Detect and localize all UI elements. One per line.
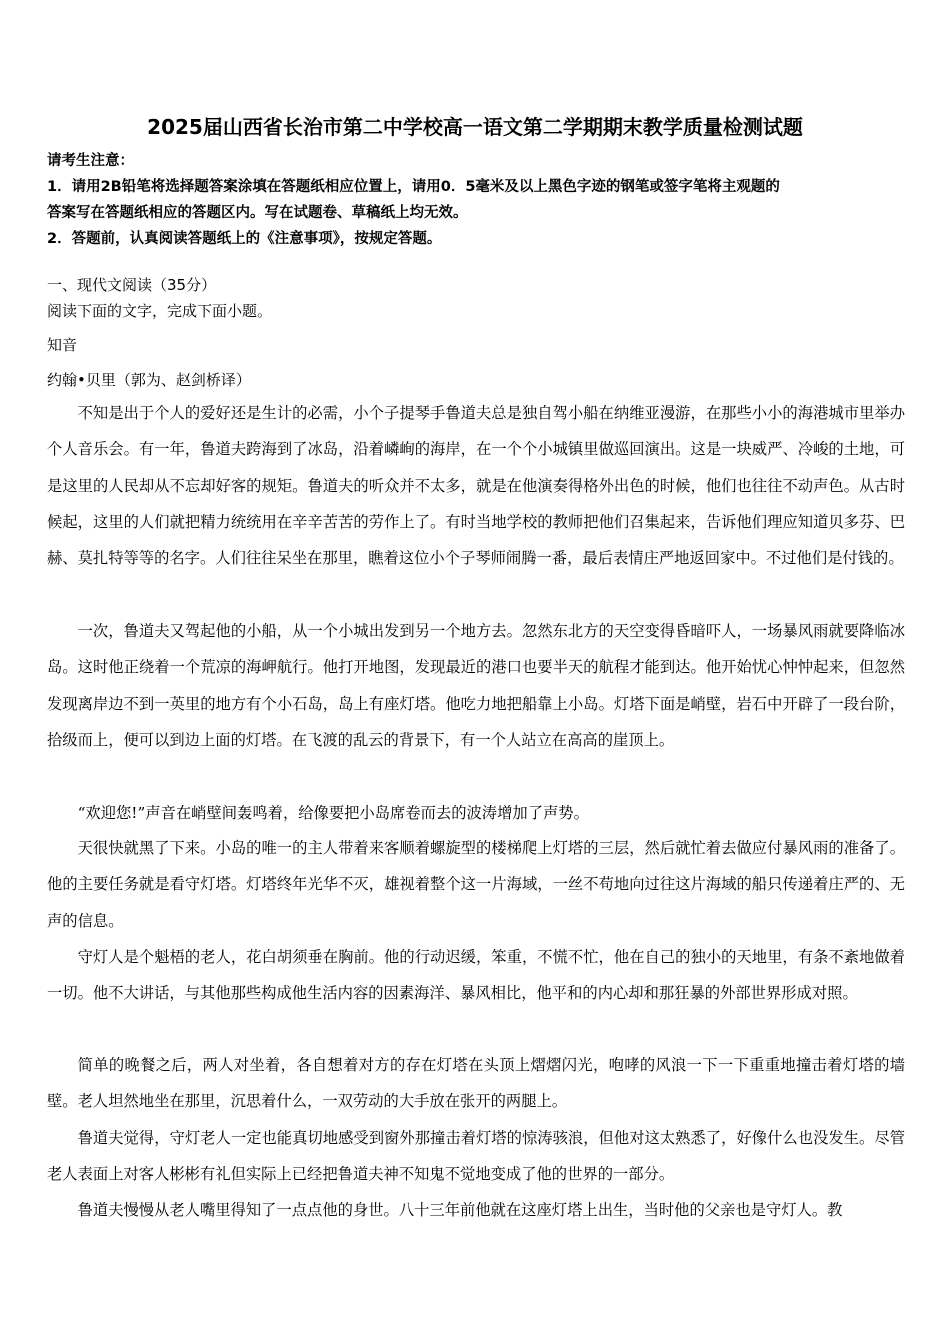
story-author: 约翰•贝里（郭为、赵剑桥译）: [47, 371, 251, 389]
reading-instruction: 阅读下面的文字，完成下面小题。: [47, 302, 273, 320]
paragraph-4: 天很快就黑了下来。小岛的唯一的主人带着来客顺着螺旋型的楼梯爬上灯塔的三层，然后就忙着去做应付暴风雨的准备了。他的主要任务就是看守灯塔。灯塔终年光华不灭，雄视着整个这一片海域，一丝不苟地向过往这片海域的船只传递着庄严的、无声的信息。: [47, 839, 905, 930]
story-title: 知音: [47, 336, 78, 354]
paragraph-7: 鲁道夫觉得，守灯老人一定也能真切地感受到窗外那撞击着灯塔的惊涛骇浪，但他对这太熟悉了，好像什么也没发生。尽管老人表面上对客人彬彬有礼但实际上已经把鲁道夫神不知鬼不觉地变成了他的世界的一部分。: [47, 1129, 905, 1184]
notice-item-2: 2．答题前，认真阅读答题纸上的《注意事项》，按规定答题。: [47, 231, 442, 247]
paragraph-3: “欢迎您!”声音在峭壁间轰鸣着，给像要把小岛席卷而去的波涛增加了声势。: [77, 804, 589, 822]
paragraph-5: 守灯人是个魁梧的老人，花白胡须垂在胸前。他的行动迟缓，笨重，不慌不忙，他在自己的独小的天地里，有条不紊地做着一切。他不大讲话，与其他那些构成他生活内容的因素海洋、暴风相比，他平和的内心却和那狂暴的外部世界形成对照。: [47, 948, 905, 1003]
paragraph-8: 鲁道夫慢慢从老人嘴里得知了一点点他的身世。八十三年前他就在这座灯塔上出生，当时他的父亲也是守灯人。教: [77, 1201, 843, 1219]
paragraph-2: 一次，鲁道夫又驾起他的小船，从一个小城出发到另一个地方去。忽然东北方的天空变得昏暗吓人，一场暴风雨就要降临冰岛。这时他正绕着一个荒凉的海岬航行。他打开地图，发现最近的港口也要半天的航程才能到达。他开始忧心忡忡起来，但忽然发现离岸边不到一英里的地方有个小石岛，岛上有座灯塔。他吃力地把船靠上小岛。灯塔下面是峭壁，岩石中开辟了一段台阶，拾级而上，便可以到边上面的灯塔。在飞渡的乱云的背景下，有一个人站立在高高的崖顶上。: [47, 622, 905, 749]
notice-item-1-line-1: 1．请用2B铅笔将选择题答案涂填在答题纸相应位置上，请用0．5毫米及以上黑色字迹的钢笔或签字笔将主观题的: [47, 179, 780, 195]
paragraph-6: 简单的晚餐之后，两人对坐着，各自想着对方的存在灯塔在头顶上熠熠闪光，咆哮的风浪一下一下重重地撞击着灯塔的墙壁。老人坦然地坐在那里，沉思着什么，一双劳动的大手放在张开的两腿上。: [47, 1056, 905, 1111]
exam-title: 2025届山西省长治市第二中学校高一语文第二学期期末教学质量检测试题: [147, 115, 803, 139]
notice-item-1-line-2: 答案写在答题纸相应的答题区内。写在试题卷、草稿纸上均无效。: [47, 205, 468, 221]
section-heading: 一、现代文阅读（35分）: [47, 276, 217, 294]
notice-heading: 请考生注意：: [47, 153, 134, 169]
paragraph-1: 不知是出于个人的爱好还是生计的必需，小个子提琴手鲁道夫总是独自驾小船在纳维亚漫游，在那些小小的海港城市里举办个人音乐会。有一年，鲁道夫跨海到了冰岛，沿着嶙峋的海岸，在一个个小城镇里做巡回演出。这是一块威严、冷峻的土地，可是这里的人民却从不忘却好客的规矩。鲁道夫的听众并不太多，就是在他演奏得格外出色的时候，他们也往往不动声色。从古时候起，这里的人们就把精力统统用在辛辛苦苦的劳作上了。有时当地学校的教师把他们召集起来，告诉他们理应知道贝多芬、巴赫、莫扎特等等的名字。人们往往呆坐在那里，瞧着这位小个子琴师闹腾一番，最后表情庄严地返回家中。不过他们是付钱的。: [47, 404, 905, 568]
